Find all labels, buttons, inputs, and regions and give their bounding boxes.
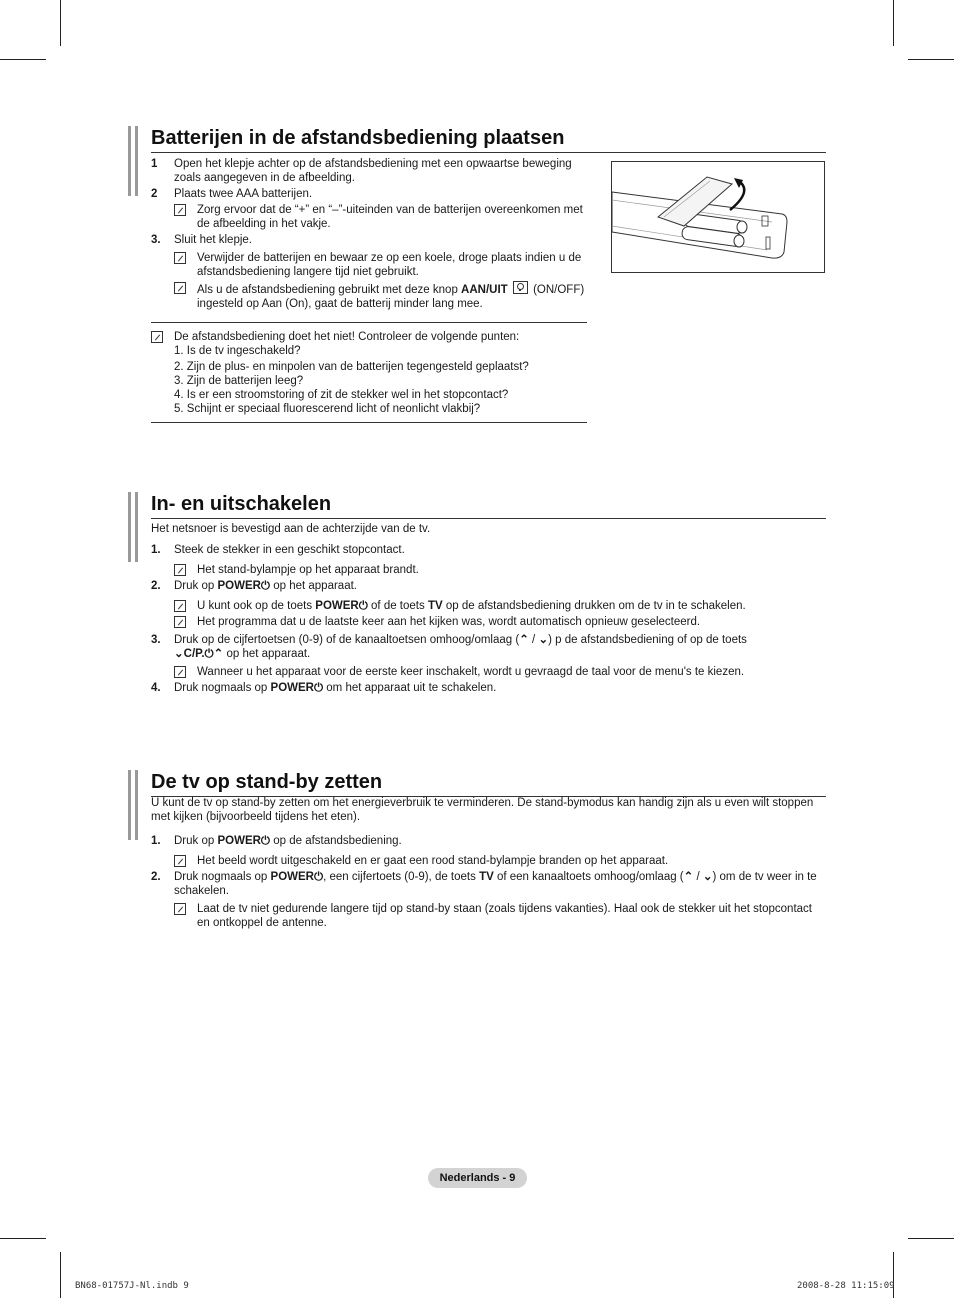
tv-label: TV: [427, 600, 443, 612]
crop-mark: [0, 59, 46, 60]
step-text: op het apparaat.: [270, 580, 357, 592]
step-text: ) p de afstandsbediening of op de toets: [548, 634, 747, 646]
power-icon: ⏻: [313, 682, 324, 694]
note-text: Laat de tv niet gedurende langere tijd op stand-by staan (zoals tijdens vakanties). Haal ook de stekker uit het stopcontact en ontkoppel de antenne.: [197, 903, 812, 929]
note-icon: [174, 600, 186, 612]
section-rule: [151, 152, 826, 153]
troubleshoot-box: [151, 322, 587, 423]
note-icon: [174, 282, 186, 294]
power-icon: ⏻: [260, 835, 271, 847]
note-text: Het programma dat u de laatste keer aan het kijken was, wordt automatisch opnieuw geselecteerd.: [197, 616, 701, 628]
step-text: Sluit het klepje.: [174, 234, 252, 246]
step-2: [151, 187, 591, 201]
step-text: op de afstandsbediening.: [270, 835, 402, 847]
note: [151, 665, 826, 679]
note: [151, 203, 591, 231]
step-text: /: [528, 634, 539, 646]
chevron-up-icon: ⌃: [519, 634, 529, 646]
print-slug-right: 2008-8-28 11:15:09: [797, 1281, 895, 1291]
bulb-icon: [513, 281, 528, 294]
chevron-down-icon: ⌄: [174, 648, 184, 660]
section-bar: [128, 492, 138, 562]
section-bar: [128, 126, 138, 196]
step-number: 2.: [151, 871, 161, 883]
step-number: 1: [151, 158, 158, 170]
checklist: [151, 344, 587, 416]
crop-mark: [908, 59, 954, 60]
crop-mark: [60, 1252, 61, 1298]
step-text: Druk op: [174, 835, 218, 847]
power-label: POWER: [217, 835, 261, 847]
step-3: [151, 633, 826, 661]
note-text: Verwijder de batterijen en bewaar ze op een koele, droge plaats indien u de afstandsbediening langere tijd niet gebruikt.: [197, 252, 582, 278]
note-icon: [174, 564, 186, 576]
power-steps: [151, 522, 826, 697]
step-text: , een cijfertoets (0-9), de toets: [323, 871, 480, 883]
step-text: Druk op de cijfertoetsen (0-9) of de kanaaltoetsen omhoog/omlaag (: [174, 634, 520, 646]
step-text: Steek de stekker in een geschikt stopcontact.: [174, 544, 405, 556]
page-number-badge: Nederlands - 9: [428, 1168, 527, 1188]
step-1: [151, 543, 826, 557]
note-text: op de afstandsbediening drukken om de tv in te schakelen.: [442, 600, 746, 612]
step-number: 1.: [151, 544, 161, 556]
note-icon: [174, 616, 186, 628]
step-text: of een kanaaltoets omhoog/omlaag (: [493, 871, 684, 883]
power-label: POWER: [315, 600, 359, 612]
section-standby: [128, 770, 826, 950]
crop-mark: [893, 0, 894, 46]
remote-battery-icon: [612, 162, 824, 272]
section-title: Batterijen in de afstandsbediening plaatsen: [151, 127, 565, 149]
power-label: POWER: [270, 682, 314, 694]
step-2: [151, 579, 826, 593]
power-icon: ⏻: [313, 871, 324, 883]
standby-steps: [151, 796, 826, 932]
note-icon: [174, 855, 186, 867]
checklist-item: 5. Schijnt er speciaal fluorescerend licht of neonlicht vlakbij?: [174, 403, 481, 415]
crop-mark: [0, 1238, 46, 1239]
step-number: 2.: [151, 580, 161, 592]
note-text: De afstandsbediening doet het niet! Controleer de volgende punten:: [174, 331, 520, 343]
remote-illustration: [611, 161, 825, 273]
crop-mark: [908, 1238, 954, 1239]
step-2: [151, 870, 826, 898]
note-text: of de toets: [367, 600, 428, 612]
print-slug-left: BN68-01757J-Nl.indb 9: [75, 1281, 189, 1291]
step-text: Open het klepje achter op de afstandsbediening met een opwaartse beweging zoals aangegeven in de afbeelding.: [174, 158, 572, 184]
power-icon: ⏻: [260, 580, 271, 592]
note-icon: [174, 666, 186, 678]
chevron-down-icon: ⌄: [702, 871, 713, 883]
checklist-item: 4. Is er een stroomstoring of zit de stekker wel in het stopcontact?: [174, 389, 509, 401]
power-icon: ⏻: [204, 648, 214, 660]
note-text: Als u de afstandsbediening gebruikt met deze knop: [197, 284, 462, 296]
checklist-item: 1. Is de tv ingeschakeld?: [174, 345, 301, 357]
battery-steps: [151, 157, 591, 313]
section-batteries: [128, 126, 826, 426]
step-text: Druk nogmaals op: [174, 871, 271, 883]
note: [151, 330, 587, 344]
note-text: Het beeld wordt uitgeschakeld en er gaat een rood stand-bylampje branden op het apparaat.: [197, 855, 669, 867]
note: [151, 563, 826, 577]
step-1: [151, 834, 826, 848]
power-icon: ⏻: [358, 600, 368, 612]
checklist-item: 3. Zijn de batterijen leeg?: [174, 375, 304, 387]
note: [151, 902, 826, 930]
note-text: U kunt ook op de toets: [197, 600, 316, 612]
section-title: In- en uitschakelen: [151, 493, 332, 515]
step-text: /: [693, 871, 703, 883]
step-text: Druk op: [174, 580, 218, 592]
note: [151, 251, 591, 279]
power-label: POWER: [270, 871, 314, 883]
step-number: 2: [151, 188, 158, 200]
cp-label: C/P.: [183, 648, 205, 660]
note: [151, 854, 826, 868]
checklist-item: 2. Zijn de plus- en minpolen van de batterijen tegengesteld geplaatst?: [174, 361, 529, 373]
step-1: [151, 157, 591, 185]
step-text: Plaats twee AAA batterijen.: [174, 188, 313, 200]
section-rule: [151, 518, 826, 519]
chevron-up-icon: ⌃: [213, 648, 224, 660]
step-text: Druk nogmaals op: [174, 682, 271, 694]
step-number: 3.: [151, 634, 161, 646]
note-icon: [174, 204, 186, 216]
section-intro: Het netsnoer is bevestigd aan de achterzijde van de tv.: [151, 523, 431, 535]
chevron-down-icon: ⌄: [538, 634, 549, 646]
note-text: Zorg ervoor dat de “+” en “–”-uiteinden van de batterijen overeenkomen met de afbeelding in het vakje.: [197, 204, 583, 230]
step-4: [151, 681, 826, 695]
note-icon: [151, 331, 163, 343]
section-intro: U kunt de tv op stand-by zetten om het energieverbruik te verminderen. De stand-bymodus kan handig zijn als u even wilt stoppen met kijken (bijvoorbeeld tijdens het eten).: [151, 797, 814, 823]
note: [151, 281, 591, 311]
step-number: 3.: [151, 234, 161, 246]
step-number: 1.: [151, 835, 161, 847]
crop-mark: [60, 0, 61, 46]
note: [151, 599, 826, 613]
section-bar: [128, 770, 138, 840]
note: [151, 615, 826, 629]
on-off-label: AAN/UIT: [461, 284, 508, 296]
note-text: Wanneer u het apparaat voor de eerste keer inschakelt, wordt u gevraagd de taal voor de menu's te kiezen.: [197, 666, 745, 678]
note-icon: [174, 252, 186, 264]
section-power: [128, 492, 826, 712]
step-text: ) om de tv weer in te schakelen.: [174, 871, 817, 897]
step-number: 4.: [151, 682, 161, 694]
step-text: op het apparaat.: [223, 648, 311, 660]
note-text: Het stand-bylampje op het apparaat brandt.: [197, 564, 419, 576]
note-icon: [174, 903, 186, 915]
step-text: om het apparaat uit te schakelen.: [323, 682, 497, 694]
step-3: [151, 233, 591, 247]
section-title: De tv op stand-by zetten: [151, 771, 383, 793]
power-label: POWER: [217, 580, 261, 592]
chevron-up-icon: ⌃: [683, 871, 694, 883]
tv-label: TV: [479, 871, 494, 883]
note-text: (ON/OFF) ingesteld op Aan (On), gaat de batterij minder lang mee.: [197, 284, 585, 310]
